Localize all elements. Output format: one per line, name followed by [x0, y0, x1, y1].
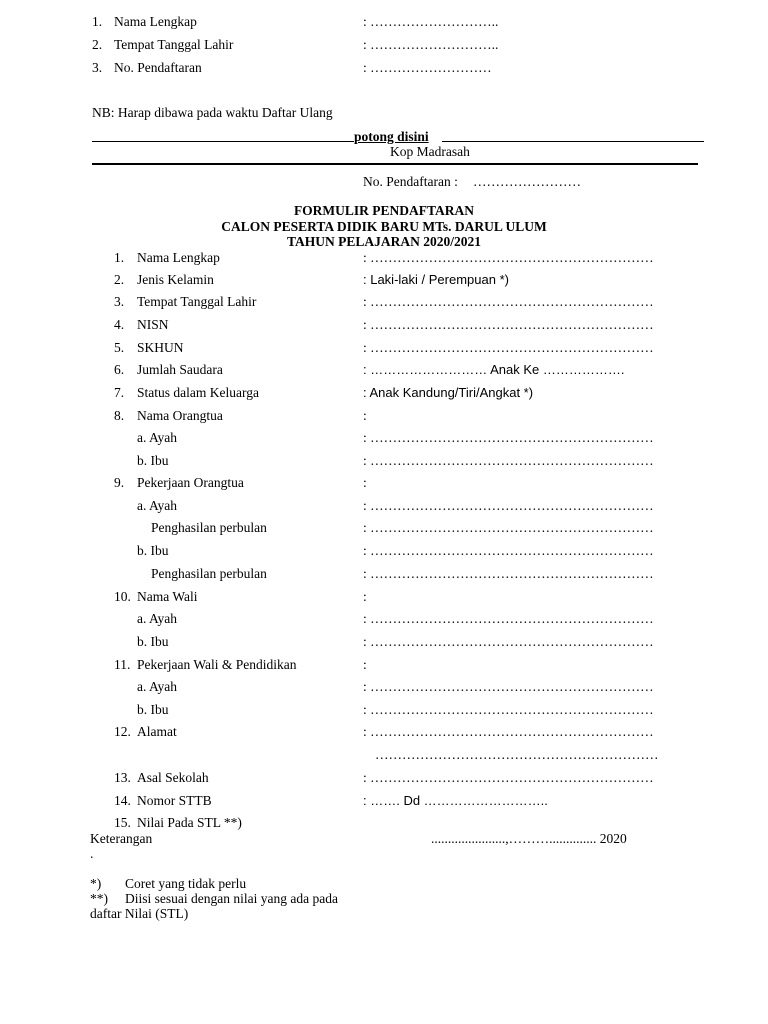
field-label: NISN — [137, 317, 169, 332]
note-continuation: daftar Nilai (STL) — [90, 906, 189, 921]
slip-row-label: Tempat Tanggal Lahir — [114, 37, 234, 52]
field-label: Jenis Kelamin — [137, 272, 214, 287]
slip-row-value[interactable]: : ……………………….. — [363, 14, 499, 29]
keterangan-label: Keterangan — [90, 831, 153, 846]
field-value[interactable]: : ……………………………………………………… — [363, 498, 654, 513]
keterangan-dot: . — [90, 846, 94, 861]
field-label: a. Ayah — [137, 430, 177, 445]
field-number: 11. — [114, 657, 131, 672]
field-label: a. Ayah — [137, 498, 177, 513]
field-value[interactable]: : ……………………………………………………… — [363, 340, 654, 355]
field-label: Pekerjaan Orangtua — [137, 475, 244, 490]
field-label: b. Ibu — [137, 702, 169, 717]
letterhead-label: Kop Madrasah — [390, 144, 470, 159]
field-value[interactable]: : ……………………………………………………… — [363, 294, 654, 309]
form-title-line: TAHUN PELAJARAN 2020/2021 — [286, 234, 481, 249]
field-label: Pekerjaan Wali & Pendidikan — [137, 657, 297, 672]
slip-row-label: No. Pendaftaran — [114, 60, 202, 75]
field-value[interactable]: : ……………………………………………………… — [363, 430, 654, 445]
field-value[interactable]: : ……………………………………………………… — [363, 634, 654, 649]
field-value: : — [363, 589, 367, 604]
field-label: Status dalam Keluarga — [137, 385, 259, 400]
field-value[interactable]: : ……………………………………………………… — [363, 543, 654, 558]
field-number: 6. — [114, 362, 125, 377]
note-text: Coret yang tidak perlu — [125, 876, 247, 891]
field-value: : — [363, 475, 367, 490]
field-value[interactable]: : Anak Kandung/Tiri/Angkat *) — [363, 385, 534, 400]
field-number: 14. — [114, 793, 131, 808]
field-value[interactable]: : ……. Dd ……………………….. — [363, 793, 548, 808]
field-number: 10. — [114, 589, 131, 604]
field-label: Alamat — [137, 724, 177, 739]
form-title-line: CALON PESERTA DIDIK BARU MTs. DARUL ULUM — [221, 219, 547, 234]
field-number: 8. — [114, 408, 125, 423]
field-number: 3. — [114, 294, 125, 309]
field-number: 9. — [114, 475, 125, 490]
field-number: 15. — [114, 815, 131, 830]
field-value-continuation[interactable]: ……………………………………………………… — [375, 747, 659, 762]
field-value[interactable]: : ……………………………………………………… — [363, 250, 654, 265]
field-label: Nilai Pada STL **) — [137, 815, 242, 830]
field-label: a. Ayah — [137, 679, 177, 694]
field-label: Jumlah Saudara — [137, 362, 223, 377]
field-label: b. Ibu — [137, 453, 169, 468]
field-value[interactable]: : ……………………………………………………… — [363, 317, 654, 332]
field-value[interactable]: : ……………………………………………………… — [363, 611, 654, 626]
slip-row-label: Nama Lengkap — [114, 14, 197, 29]
reg-number-label: No. Pendaftaran : — [363, 174, 458, 189]
field-value[interactable]: : ……………………………………………………… — [363, 702, 654, 717]
slip-row-number: 3. — [92, 60, 103, 75]
note-mark: *) — [90, 876, 102, 891]
field-value: : — [363, 657, 367, 672]
field-value[interactable]: : ……………………………………………………… — [363, 770, 654, 785]
field-value[interactable]: : ……………………………………………………… — [363, 520, 654, 535]
field-label: Tempat Tanggal Lahir — [137, 294, 257, 309]
cut-line-right — [442, 141, 704, 142]
field-label: Asal Sekolah — [137, 770, 209, 785]
field-label: b. Ibu — [137, 543, 169, 558]
field-label: b. Ibu — [137, 634, 169, 649]
field-label: Nama Wali — [137, 589, 198, 604]
field-value[interactable]: : ……………………… Anak Ke ………………. — [363, 362, 625, 377]
field-number: 4. — [114, 317, 125, 332]
field-label: a. Ayah — [137, 611, 177, 626]
note-mark: **) — [90, 891, 108, 906]
field-label: Penghasilan perbulan — [151, 566, 267, 581]
field-value[interactable]: : ……………………………………………………… — [363, 453, 654, 468]
field-value: : — [363, 408, 367, 423]
cut-label: potong disini — [354, 129, 429, 144]
field-number: 12. — [114, 724, 131, 739]
field-number: 5. — [114, 340, 125, 355]
field-value[interactable]: : Laki-laki / Perempuan *) — [363, 272, 509, 287]
field-label: Nama Orangtua — [137, 408, 223, 423]
field-label: Penghasilan perbulan — [151, 520, 267, 535]
letterhead-rule — [92, 163, 698, 165]
cut-line-left — [92, 141, 354, 142]
field-number: 7. — [114, 385, 125, 400]
field-label: SKHUN — [137, 340, 184, 355]
date-line[interactable]: ......................,……….............. 2020 — [431, 831, 627, 846]
field-label: Nomor STTB — [137, 793, 212, 808]
field-value[interactable]: : ……………………………………………………… — [363, 566, 654, 581]
field-number: 1. — [114, 250, 125, 265]
field-label: Nama Lengkap — [137, 250, 220, 265]
form-title-line: FORMULIR PENDAFTARAN — [293, 203, 475, 218]
field-value[interactable]: : ……………………………………………………… — [363, 679, 654, 694]
slip-row-value[interactable]: : ……………………….. — [363, 37, 499, 52]
reg-number-value[interactable]: …………………… — [473, 174, 581, 189]
slip-row-number: 1. — [92, 14, 103, 29]
field-number: 13. — [114, 770, 131, 785]
field-number: 2. — [114, 272, 125, 287]
slip-note: NB: Harap dibawa pada waktu Daftar Ulang — [92, 105, 333, 120]
slip-row-number: 2. — [92, 37, 103, 52]
slip-row-value[interactable]: : ……………………… — [363, 60, 492, 75]
field-value[interactable]: : ……………………………………………………… — [363, 724, 654, 739]
note-text: Diisi sesuai dengan nilai yang ada pada — [125, 891, 338, 906]
